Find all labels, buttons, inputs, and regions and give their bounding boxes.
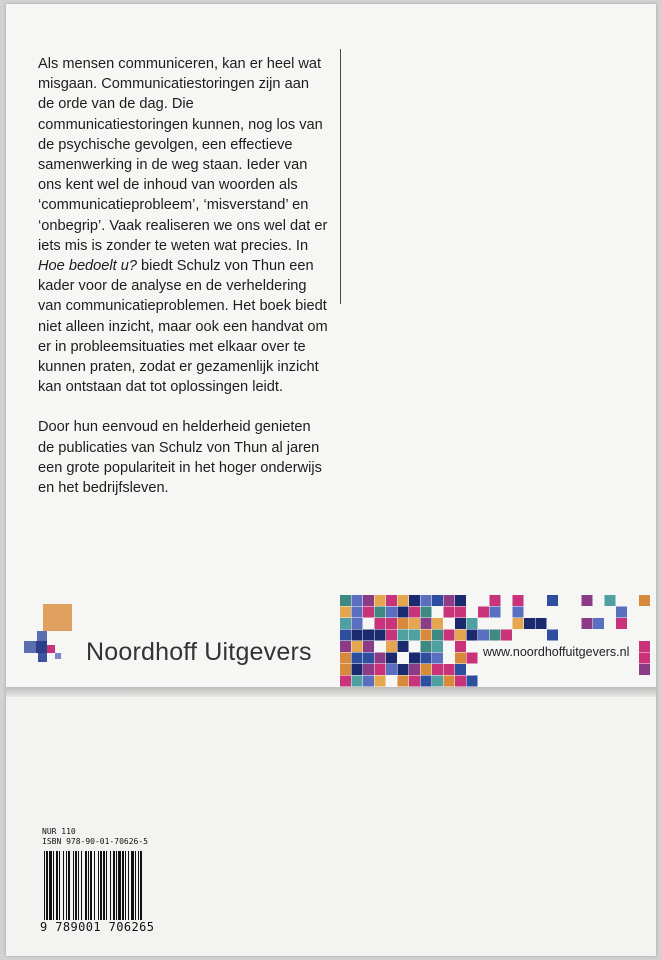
- mosaic-square: [375, 664, 386, 675]
- mosaic-square: [398, 664, 409, 675]
- barcode-icon: [44, 851, 186, 931]
- barcode-bar: [53, 851, 54, 927]
- mosaic-square: [616, 607, 627, 618]
- blurb-paragraph-1-part-b: biedt Schulz von Thun een kader voor de analyse en de verheldering van communicatieproblemen. Het boek biedt niet alleen inzicht, maar ook een handvat om er in probleemsituaties met elkaar over te kunnen praten, zodat er gezamenlijk inzicht kan ontstaan dat tot oplossingen leidt.: [38, 258, 328, 396]
- mosaic-square: [386, 664, 397, 675]
- mosaic-square: [455, 664, 466, 675]
- mosaic-square: [386, 630, 397, 641]
- blurb-text: [38, 54, 328, 518]
- mosaic-square: [409, 676, 420, 687]
- mosaic-square: [409, 607, 420, 618]
- mosaic-square: [478, 630, 489, 641]
- barcode-bar: [110, 851, 111, 927]
- mosaic-square: [639, 595, 650, 606]
- mosaic-square: [375, 676, 386, 687]
- book-back-cover: [6, 4, 656, 956]
- cover-fold-band: [6, 687, 656, 697]
- mosaic-square: [352, 641, 363, 652]
- mosaic-square: [409, 664, 420, 675]
- mosaic-square: [363, 595, 374, 606]
- blurb-paragraph-1: [38, 54, 328, 397]
- barcode-bar: [73, 851, 74, 927]
- mosaic-square: [490, 607, 501, 618]
- barcode-bar: [78, 851, 79, 927]
- isbn-code: ISBN 978-90-01-70626-5: [42, 837, 148, 846]
- mosaic-square: [432, 595, 443, 606]
- mosaic-square: [375, 595, 386, 606]
- mosaic-square: [455, 595, 466, 606]
- mosaic-square: [547, 595, 558, 606]
- mosaic-square: [432, 618, 443, 629]
- mosaic-square: [398, 641, 409, 652]
- mosaic-square: [444, 664, 455, 675]
- mosaic-square: [467, 653, 478, 664]
- mosaic-square: [639, 664, 650, 675]
- barcode-bar: [44, 851, 45, 927]
- mosaic-square: [421, 618, 432, 629]
- barcode-bar: [46, 851, 48, 927]
- mosaic-square: [375, 618, 386, 629]
- barcode-bar: [125, 851, 126, 927]
- barcode-bar: [66, 851, 67, 927]
- mosaic-square: [639, 641, 650, 652]
- barcode-bar: [103, 851, 105, 927]
- barcode-bar: [106, 851, 107, 927]
- book-codes: [42, 827, 148, 847]
- mosaic-square: [513, 595, 524, 606]
- mosaic-square: [421, 607, 432, 618]
- barcode-bar: [49, 851, 52, 927]
- mosaic-square: [352, 595, 363, 606]
- mosaic-square: [478, 607, 489, 618]
- barcode-bar: [98, 851, 99, 927]
- mosaic-square: [513, 618, 524, 629]
- barcode-bar: [113, 851, 115, 927]
- mosaic-square: [398, 676, 409, 687]
- mosaic-square: [375, 653, 386, 664]
- mosaic-square: [432, 664, 443, 675]
- mosaic-square: [455, 630, 466, 641]
- mosaic-square: [490, 630, 501, 641]
- mosaic-square: [352, 653, 363, 664]
- mosaic-square: [363, 653, 374, 664]
- mosaic-square: [352, 630, 363, 641]
- mosaic-square: [340, 618, 351, 629]
- mosaic-square: [398, 630, 409, 641]
- mosaic-square: [409, 595, 420, 606]
- book-title-inline: Hoe bedoelt u?: [38, 258, 137, 275]
- mosaic-square: [363, 641, 374, 652]
- mosaic-square: [421, 595, 432, 606]
- mosaic-square: [501, 630, 512, 641]
- mosaic-square: [340, 641, 351, 652]
- barcode-bar: [140, 851, 142, 927]
- mosaic-square: [444, 676, 455, 687]
- mosaic-square: [386, 653, 397, 664]
- mosaic-square: [398, 595, 409, 606]
- mosaic-square: [582, 618, 593, 629]
- mosaic-square: [363, 630, 374, 641]
- mosaic-square: [536, 618, 547, 629]
- mosaic-square: [409, 630, 420, 641]
- nur-code: NUR 110: [42, 827, 76, 836]
- mosaic-square: [432, 676, 443, 687]
- mosaic-square: [432, 630, 443, 641]
- mosaic-square: [455, 607, 466, 618]
- mosaic-square: [605, 595, 616, 606]
- mosaic-square: [409, 618, 420, 629]
- barcode-bar: [75, 851, 77, 927]
- mosaic-square: [409, 653, 420, 664]
- mosaic-square: [455, 641, 466, 652]
- mosaic-square: [444, 630, 455, 641]
- mosaic-square: [490, 595, 501, 606]
- mosaic-square: [340, 607, 351, 618]
- barcode-bar: [88, 851, 89, 927]
- mosaic-square: [524, 618, 535, 629]
- mosaic-square: [398, 618, 409, 629]
- mosaic-square: [398, 607, 409, 618]
- mosaic-square: [467, 630, 478, 641]
- mosaic-square: [340, 595, 351, 606]
- vertical-divider: [340, 49, 341, 304]
- barcode-bar: [128, 851, 129, 927]
- mosaic-square: [432, 653, 443, 664]
- barcode-bar: [63, 851, 64, 927]
- mosaic-square: [467, 618, 478, 629]
- blurb-paragraph-2: Door hun eenvoud en helderheid genieten de publicaties van Schulz von Thun al jaren een grote populariteit in het hoger onderwijs en het bedrijfsleven.: [38, 419, 322, 497]
- mosaic-square: [352, 607, 363, 618]
- barcode-bar: [100, 851, 102, 927]
- mosaic-square: [363, 607, 374, 618]
- mosaic-square: [513, 607, 524, 618]
- mosaic-square: [363, 676, 374, 687]
- barcode-bar: [85, 851, 87, 927]
- mosaic-square: [352, 618, 363, 629]
- color-mosaic-pattern: [340, 595, 656, 687]
- barcode-bar: [81, 851, 82, 927]
- barcode-bar: [122, 851, 124, 927]
- mosaic-square: [444, 595, 455, 606]
- mosaic-square: [386, 618, 397, 629]
- mosaic-square: [421, 664, 432, 675]
- mosaic-square: [363, 664, 374, 675]
- publisher-logo-icon: [22, 604, 74, 668]
- mosaic-square: [421, 653, 432, 664]
- mosaic-square: [593, 618, 604, 629]
- mosaic-square: [444, 607, 455, 618]
- publisher-url: www.noordhoffuitgevers.nl: [483, 645, 630, 659]
- mosaic-square: [375, 607, 386, 618]
- mosaic-square: [340, 653, 351, 664]
- mosaic-square: [582, 595, 593, 606]
- barcode-bar: [56, 851, 58, 927]
- mosaic-square: [455, 676, 466, 687]
- mosaic-square: [432, 641, 443, 652]
- mosaic-square: [340, 630, 351, 641]
- barcode-bar: [135, 851, 136, 927]
- mosaic-square: [340, 664, 351, 675]
- barcode-bar: [118, 851, 121, 927]
- mosaic-square: [340, 676, 351, 687]
- mosaic-square: [352, 664, 363, 675]
- mosaic-square: [375, 630, 386, 641]
- mosaic-square: [421, 630, 432, 641]
- barcode-digits: 9 789001 706265: [40, 920, 155, 934]
- barcode-bar: [116, 851, 117, 927]
- barcode-bar: [68, 851, 70, 927]
- mosaic-square: [352, 676, 363, 687]
- barcode-bar: [131, 851, 134, 927]
- blurb-paragraph-1-part-a: Als mensen communiceren, kan er heel wat misgaan. Communicatiestoringen zijn aan de orde van de dag. Die communicatiestoringen kunnen, nog los van de psychische gevolgen, een effectieve samenwerking in de weg staan. Ieder van ons kent wel de inhoud van woorden als ‘communicatieprobleem’, ‘misverstand’ en ‘onbegrip’. Vaak realiseren we ons wel dat er iets mis is zonder te weten wat precies. In: [38, 56, 328, 254]
- mosaic-square: [616, 618, 627, 629]
- mosaic-square: [421, 641, 432, 652]
- barcode-bar: [59, 851, 60, 927]
- barcode-bar: [94, 851, 95, 927]
- mosaic-square: [455, 653, 466, 664]
- mosaic-square: [386, 607, 397, 618]
- barcode-bar: [90, 851, 92, 927]
- mosaic-square: [455, 618, 466, 629]
- mosaic-square: [386, 641, 397, 652]
- publisher-name: Noordhoff Uitgevers: [86, 638, 312, 666]
- mosaic-square: [639, 653, 650, 664]
- mosaic-square: [421, 676, 432, 687]
- barcode-bar: [138, 851, 139, 927]
- mosaic-square: [467, 676, 478, 687]
- mosaic-square: [386, 595, 397, 606]
- mosaic-square: [547, 630, 558, 641]
